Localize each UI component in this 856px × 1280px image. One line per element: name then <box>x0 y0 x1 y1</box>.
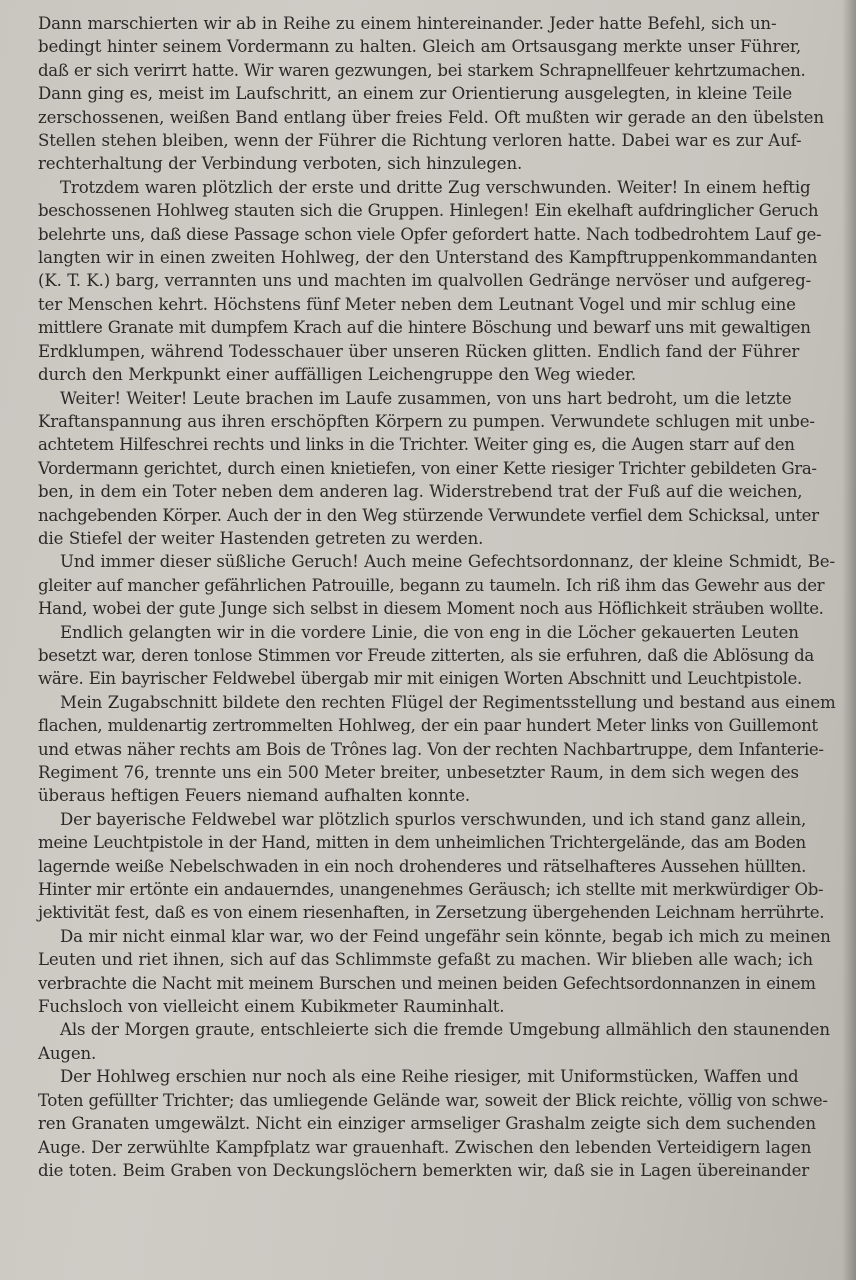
text-line: bedingt hinter seinem Vordermann zu halten. Gleich am Ortsausgang merkte unser Führer, <box>38 37 802 57</box>
text-line: rechterhaltung der Verbindung verboten, sich hinzulegen. <box>38 154 523 174</box>
text-line: Da mir nicht einmal klar war, wo der Feind ungefähr sein könnte, begab ich mich zu meinen <box>60 926 831 946</box>
text-line: Trotzdem waren plötzlich der erste und dritte Zug verschwunden. Weiter! In einem heftig <box>60 177 811 197</box>
text-line: Weiter! Weiter! Leute brachen im Laufe zusammen, von uns hart bedroht, um die letzte <box>60 388 792 408</box>
text-line: Auge. Der zerwühlte Kampfplatz war grauenhaft. Zwischen den lebenden Verteidigern lagen <box>38 1137 812 1157</box>
text-line: (K. T. K.) barg, verrannten uns und machten im qualvollen Gedränge nervöser und aufgereg- <box>38 271 812 291</box>
text-line: durch den Merkpunkt einer auffälligen Leichengruppe den Weg wieder. <box>38 365 636 385</box>
text-line: Endlich gelangten wir in die vordere Linie, die von eng in die Löcher gekauerten Leuten <box>60 622 799 642</box>
text-line: lagernde weiße Nebelschwaden in ein noch drohenderes und rätselhafteres Aussehen hüllten. <box>38 856 807 876</box>
text-line: Kraftanspannung aus ihren erschöpften Körpern zu pumpen. Verwundete schlugen mit unbe- <box>38 411 815 431</box>
text-line: Fuchsloch von vielleicht einem Kubikmeter Rauminhalt. <box>38 997 505 1017</box>
text-line: die toten. Beim Graben von Deckungslöchern bemerkten wir, daß sie in Lagen übereinander <box>38 1160 810 1180</box>
text-line: Und immer dieser süßliche Geruch! Auch meine Gefechtsordonnanz, der kleine Schmidt, Be- <box>60 552 835 572</box>
body-text <box>38 12 836 1182</box>
text-line: beschossenen Hohlweg stauten sich die Gruppen. Hinlegen! Ein ekelhaft aufdringlicher Geruch <box>38 201 819 221</box>
text-line: Regiment 76, trennte uns ein 500 Meter breiter, unbesetzter Raum, in dem sich wegen des <box>38 763 799 782</box>
text-line: ben, in dem ein Toter neben dem anderen lag. Widerstrebend trat der Fuß auf die weichen, <box>38 482 803 502</box>
text-line: verbrachte die Nacht mit meinem Burschen und meinen beiden Gefechtsordonnanzen in einem <box>38 973 816 993</box>
text-line: gleiter auf mancher gefährlichen Patrouille, begann zu taumeln. Ich riß ihm das Gewehr aus der <box>38 575 825 595</box>
text-line: Augen. <box>38 1043 97 1063</box>
text-line: ter Menschen kehrt. Höchstens fünf Meter neben dem Leutnant Vogel und mir schlug eine <box>38 294 796 314</box>
text-line: zerschossenen, weißen Band entlang über freies Feld. Oft mußten wir gerade an den übelsten <box>38 107 824 127</box>
text-line: flachen, muldenartig zertrommelten Hohlweg, der ein paar hundert Meter links von Guillemont <box>38 716 818 736</box>
text-line: Als der Morgen graute, entschleierte sich die fremde Umgebung allmählich den staunenden <box>60 1020 830 1040</box>
text-line: daß er sich verirrt hatte. Wir waren gezwungen, bei starkem Schrapnellfeuer kehrtzumachen. <box>38 60 806 80</box>
text-line: langten wir in einen zweiten Hohlweg, der den Unterstand des Kampftruppenkommandanten <box>38 248 818 268</box>
text-line: mittlere Granate mit dumpfem Krach auf die hintere Böschung und bewarf uns mit gewaltigen <box>38 318 811 338</box>
text-line: Mein Zugabschnitt bildete den rechten Flügel der Regimentsstellung und bestand aus einem <box>60 692 836 712</box>
text-line: die Stiefel der weiter Hastenden getreten zu werden. <box>38 528 484 548</box>
text-line: ren Granaten umgewälzt. Nicht ein einziger armseliger Grashalm zeigte sich dem suchenden <box>38 1114 816 1134</box>
text-line: belehrte uns, daß diese Passage schon viele Opfer gefordert hatte. Nach todbedrohtem Lauf ge- <box>38 224 822 244</box>
text-line: Der Hohlweg erschien nur noch als eine Reihe riesiger, mit Uniformstücken, Waffen und <box>60 1067 799 1087</box>
text-line: Dann marschierten wir ab in Reihe zu einem hintereinander. Jeder hatte Befehl, sich un- <box>38 14 777 33</box>
page-edge-shadow <box>842 0 856 1280</box>
text-line: Dann ging es, meist im Laufschritt, an einem zur Orientierung ausgelegten, in kleine Teile <box>38 84 793 104</box>
text-line: nachgebenden Körper. Auch der in den Weg stürzende Verwundete verfiel dem Schicksal, unter <box>38 505 819 525</box>
text-line: Vordermann gerichtet, durch einen knietiefen, von einer Kette riesiger Trichter gebildeten Gra- <box>38 458 817 478</box>
text-line: Der bayerische Feldwebel war plötzlich spurlos verschwunden, und ich stand ganz allein, <box>60 809 807 829</box>
text-line: jektivität fest, daß es von einem riesenhaften, in Zersetzung übergehenden Leichnam herrührte. <box>38 903 825 923</box>
text-line: Hand, wobei der gute Junge sich selbst in diesem Moment noch aus Höflichkeit sträuben wollte. <box>38 599 824 619</box>
text-line: Stellen stehen bleiben, wenn der Führer die Richtung verloren hatte. Dabei war es zur Auf- <box>38 131 802 151</box>
text-line: besetzt war, deren tonlose Stimmen vor Freude zitterten, als sie erfuhren, daß die Ablösung da <box>38 645 814 665</box>
text-line: meine Leuchtpistole in der Hand, mitten in dem unheimlichen Trichtergelände, das am Boden <box>38 833 806 853</box>
text-line: wäre. Ein bayrischer Feldwebel übergab mir mit einigen Worten Abschnitt und Leuchtpistole. <box>38 669 802 689</box>
text-line: Hinter mir ertönte ein andauerndes, unangenehmes Geräusch; ich stellte mit merkwürdiger Ob- <box>38 880 824 900</box>
text-line: und etwas näher rechts am Bois de Trônes lag. Von der rechten Nachbartruppe, dem Infanterie- <box>38 739 824 759</box>
text-line: achtetem Hilfeschrei rechts und links in die Trichter. Weiter ging es, die Augen starr auf den <box>38 435 795 455</box>
text-line: Erdklumpen, während Todesschauer über unseren Rücken glitten. Endlich fand der Führer <box>38 341 800 361</box>
text-line: Leuten und riet ihnen, sich auf das Schlimmste gefaßt zu machen. Wir blieben alle wach; ich <box>38 950 813 970</box>
text-line: überaus heftigen Feuers niemand aufhalten konnte. <box>38 786 471 806</box>
text-line: Toten gefüllter Trichter; das umliegende Gelände war, soweit der Blick reichte, völlig von schwe- <box>38 1090 828 1110</box>
